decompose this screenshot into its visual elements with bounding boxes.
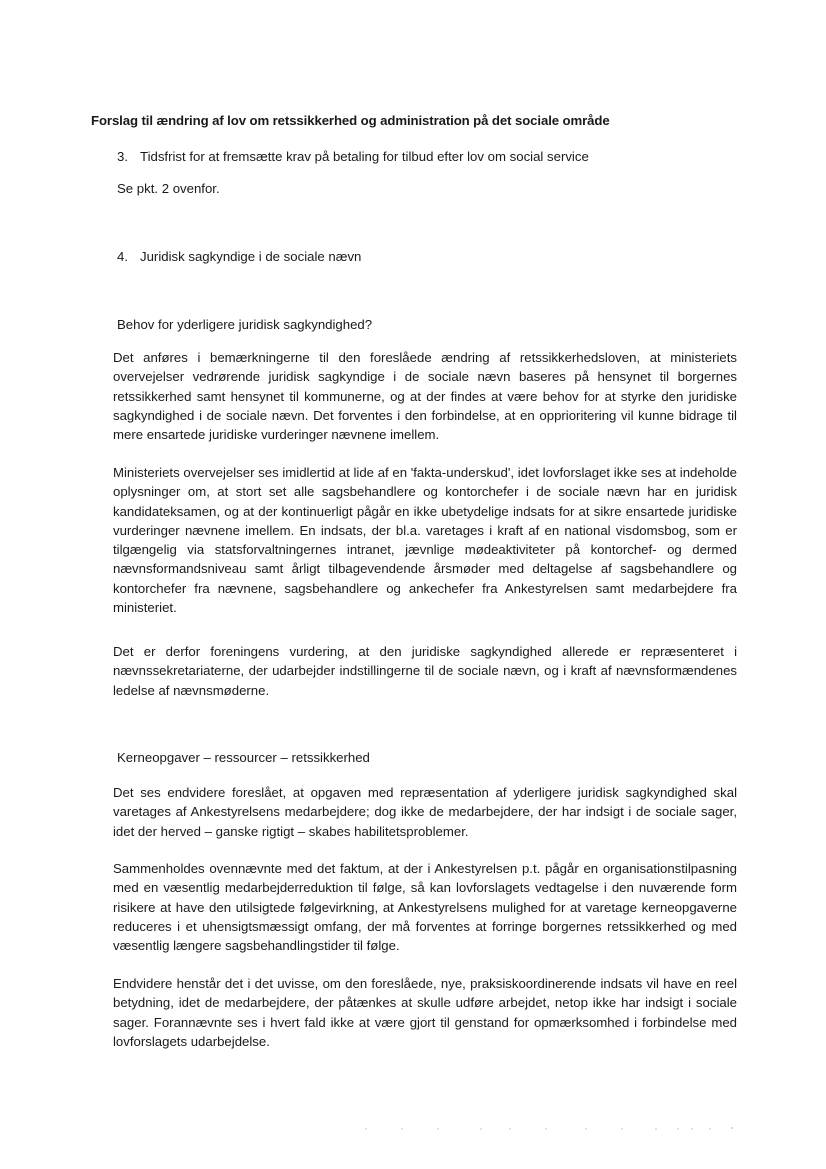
item-4-heading-row [117, 249, 361, 264]
item-3-heading-row [117, 149, 589, 164]
section-1-paragraph-1: Det anføres i bemærkningerne til den foreslåede ændring af retssikkerhedsloven, at ministeriets overvejelser vedrørende juridisk sagkyndige i de sociale nævn baseres på hensynet til borgernes retssikkerhed samt hensynet til kommunerne, og at der findes at være behov for at styrke den juridiske sagkyndighed i de sociale nævn. Det forventes i den forbindelse, at en opprioritering vil kunne bidrage til mere ensartede juridiske vurderinger nævnene imellem. [113, 350, 737, 443]
section-2-paragraph-3: Endvidere henstår det i det uvisse, om den foreslåede, nye, praksiskoordinerende indsats vil have en reel betydning, idet de medarbejdere, der påtænkes at skulle udføre arbejdet, netop ikke har indsigt i sociale sager. Forannævnte ses i hvert fald ikke at være gjort til genstand for opmærksomhed i forbindelse med lovforslagets udarbejdelse. [113, 976, 737, 1049]
section-1-paragraph-2: Ministeriets overvejelser ses imidlertid at lide af en 'fakta-underskud', idet lovforslaget ikke ses at indeholde oplysninger om, at stort set alle sagsbehandlere og kontorchefer i de sociale nævn har en juridisk kandidateksamen, og at der kontinuerligt pågår en ikke ubetydelige indsats for at sikre ensartede juridiske vurderinger nævnene imellem. En indsats, der bl.a. varetages i kraft af en national visdomsbog, som er tilgængelig via statsforvaltningernes intranet, jævnlige mødeaktiviteter på kontorchef- og dermed nævnsformandsniveau samt årligt tilbagevendende årsmøder med deltagelse af sagsbehandlere og kontorchefer fra nævnene, sagsbehandlere og ankechefer fra Ankestyrelsen samt medarbejdere fra ministeriet. [113, 465, 737, 616]
item-4-heading: Juridisk sagkyndige i de sociale nævn [140, 249, 362, 264]
item-4-number: 4. [117, 249, 128, 264]
item-3-heading: Tidsfrist for at fremsætte krav på betaling for tilbud efter lov om social service [140, 149, 589, 164]
item-3-text: Se pkt. 2 ovenfor. [117, 181, 220, 196]
scan-artifact-dots [360, 1125, 780, 1133]
section-2-paragraph-1: Det ses endvidere foreslået, at opgaven med repræsentation af yderligere juridisk sagkyndighed skal varetages af Ankestyrelsens medarbejdere; dog ikke de medarbejdere, der har indsigt i de sociale sager, idet der herved – ganske rigtigt – skabes habilitetsproblemer. [113, 785, 737, 839]
document-title: Forslag til ændring af lov om retssikkerhed og administration på det sociale område [91, 113, 610, 128]
section-1-heading: Behov for yderligere juridisk sagkyndighed? [117, 317, 373, 332]
section-1-paragraph-3: Det er derfor foreningens vurdering, at den juridiske sagkyndighed allerede er repræsenteret i nævnssekretariaterne, der udarbejder indstillingerne til de sociale nævn, og i kraft af nævnsformændenes ledelse af nævnsmøderne. [113, 644, 737, 698]
section-2-heading: Kerneopgaver – ressourcer – retssikkerhed [117, 750, 370, 765]
item-3-number: 3. [117, 149, 128, 164]
section-2-paragraph-2: Sammenholdes ovennævnte med det faktum, at der i Ankestyrelsen p.t. pågår en organisationstilpasning med en væsentlig medarbejderreduktion til følge, så kan lovforslagets vedtagelse i den nuværende form risikere at have den utilsigtede følgevirkning, at Ankestyrelsens mulighed for at varetage kerneopgaverne reduceres i et uhensigtsmæssigt omfang, der må forventes at forringe borgernes retssikkerhed og med væsentlig længere sagsbehandlingstider til følge. [113, 861, 737, 954]
